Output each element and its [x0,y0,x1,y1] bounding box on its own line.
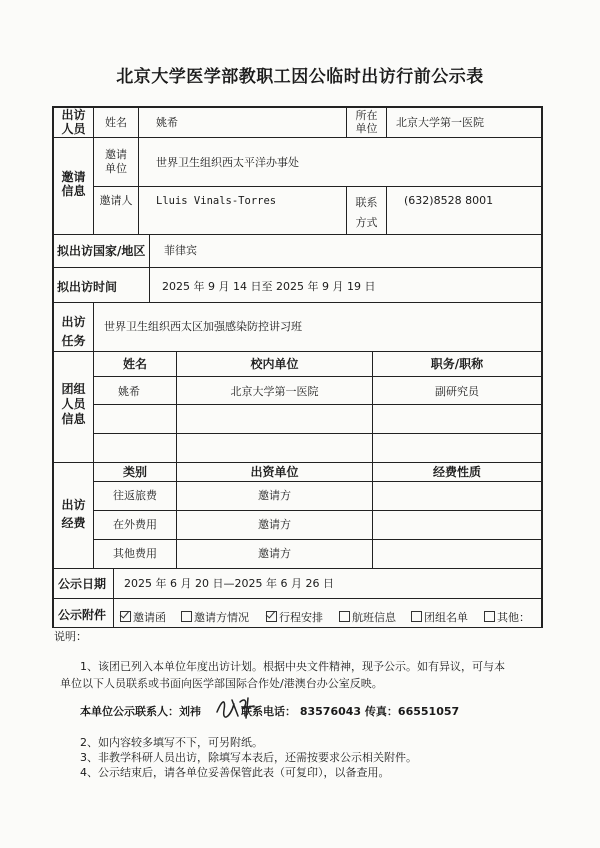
funding-payer: 邀请方 [258,547,291,560]
attachment-other[interactable] [484,609,530,625]
label-line: 信息 [61,184,86,198]
checkbox-icon[interactable] [484,611,495,622]
funding-payer: 邀请方 [258,489,291,502]
attachment-label: 航班信息 [352,611,396,624]
attachment-label: 行程安排 [279,611,323,624]
attachment-label: 邀请方情况 [194,611,249,624]
funding-payer: 邀请方 [258,518,291,531]
attachment-itinerary[interactable] [266,609,323,625]
visitor-name: 姚希 [156,116,178,129]
note-1-line-2: 单位以下人员联系或书面向医学部国际合作处/港澳台办公室反映。 [60,677,383,690]
funding-header-nature: 经费性质 [432,465,481,479]
page-title: 北京大学医学部教职工因公临时出访行前公示表 [116,67,484,87]
label-line: 人员 [61,122,86,136]
row-divider [52,137,542,138]
label-line: 信息 [61,412,86,426]
table-border-right [541,106,543,628]
row-divider [93,433,542,434]
row-divider [52,462,542,463]
table-border-top [52,106,542,108]
fax-label: 传真： [364,705,398,718]
notice-date-label: 公示日期 [58,577,107,591]
note-1-line-1: 1、该团已列入本单位年度出访计划。根据中央文件精神，现予公示。如有异议，可与本 [80,660,505,673]
note-2: 2、如内容较多填写不下，可另附纸。 [80,736,263,749]
label-line: 所在 [355,109,378,122]
attachment-group-list[interactable] [411,609,468,625]
destination-label: 拟出访国家/地区 [57,244,146,258]
contact-value: (632)8528 8001 [404,194,494,207]
label-line: 经费 [61,516,86,530]
row-divider [93,186,542,187]
inviter-name: Lluis Vinals-Torres [156,195,277,207]
attachment-label: 邀请函 [133,611,166,624]
funding-category: 其他费用 [113,547,157,560]
row-divider [52,267,542,268]
period-label: 拟出访时间 [57,280,118,294]
unit-label [347,109,386,135]
fax-value: 66551057 [397,705,460,718]
label-line: 出访 [61,498,86,512]
group-section-label [54,382,93,427]
name-label: 姓名 [105,116,127,129]
notes-heading: 说明： [54,630,87,643]
note-4: 4、公示结束后，请各单位妥善保管此表（可复印），以备查用。 [80,766,390,779]
handwritten-signature-icon [214,694,258,722]
row-divider [52,234,542,235]
row-divider [52,351,542,352]
funding-header-category: 类别 [122,465,147,479]
label-line: 联系 [355,196,378,209]
contact-person: 本单位公示联系人：刘祎 [80,705,201,718]
table-border-bottom [52,627,542,628]
phone-value: 83576043 [299,705,362,718]
funding-category: 往返旅费 [113,489,157,502]
invite-org-label [94,148,138,176]
funding-section-label [54,496,93,532]
label-line: 团组 [61,382,86,396]
label-line: 单位 [355,122,378,135]
group-header-title: 职务/职称 [430,357,484,371]
invitation-section-label [54,170,93,198]
visitor-section-label [54,108,93,136]
row-divider [52,302,542,303]
label-line: 邀请 [61,170,86,184]
col-divider [113,568,114,628]
attachment-invitation[interactable] [120,609,166,625]
attachment-label: 其他： [497,611,530,624]
label-line: 邀请 [105,148,127,161]
label-line: 出访 [61,315,86,329]
visitor-unit: 北京大学第一医院 [396,116,484,129]
row-divider [93,510,542,511]
col-divider [138,106,139,235]
row-divider [93,376,542,377]
checkbox-checked-icon[interactable] [120,611,131,622]
row-divider [93,404,542,405]
group-member-unit: 北京大学第一医院 [230,385,319,398]
contact-label [347,193,386,233]
task-label [54,313,93,351]
notice-date-value: 2025 年 6 月 20 日—2025 年 6 月 26 日 [124,577,334,590]
checkbox-icon[interactable] [181,611,192,622]
label-line: 单位 [105,162,127,175]
label-line: 任务 [61,334,86,348]
label-line: 出访 [61,108,86,122]
group-header-name: 姓名 [122,357,147,371]
attachment-flight[interactable] [339,609,396,625]
period-value: 2025 年 9 月 14 日至 2025 年 9 月 19 日 [162,280,376,293]
checkbox-checked-icon[interactable] [266,611,277,622]
checkbox-icon[interactable] [411,611,422,622]
task-value: 世界卫生组织西太区加强感染防控讲习班 [104,320,302,333]
inviter-label: 邀请人 [99,194,133,207]
invite-org: 世界卫生组织西太平洋办事处 [156,156,299,169]
group-header-unit: 校内单位 [250,357,299,371]
group-member-name: 姚希 [118,385,140,398]
col-divider [149,234,150,303]
row-divider [52,568,542,569]
notice-contact [80,703,459,720]
attachment-inviter-info[interactable] [181,609,249,625]
note-3: 3、非教学科研人员出访，除填写本表后，还需按要求公示相关附件。 [80,751,417,764]
attachment-label: 团组名单 [424,611,468,624]
phone-label: 联系电话： [241,705,296,718]
destination-value: 菲律宾 [164,244,197,257]
label-line: 人员 [61,397,86,411]
col-divider [386,106,387,138]
attachments-label: 公示附件 [58,608,107,622]
row-divider [93,539,542,540]
row-divider [52,598,542,599]
funding-category: 在外费用 [113,518,157,531]
label-line: 方式 [355,216,378,229]
checkbox-icon[interactable] [339,611,350,622]
col-divider [386,186,387,235]
group-member-title: 副研究员 [435,385,479,398]
row-divider [93,481,542,482]
funding-header-payer: 出资单位 [250,465,299,479]
